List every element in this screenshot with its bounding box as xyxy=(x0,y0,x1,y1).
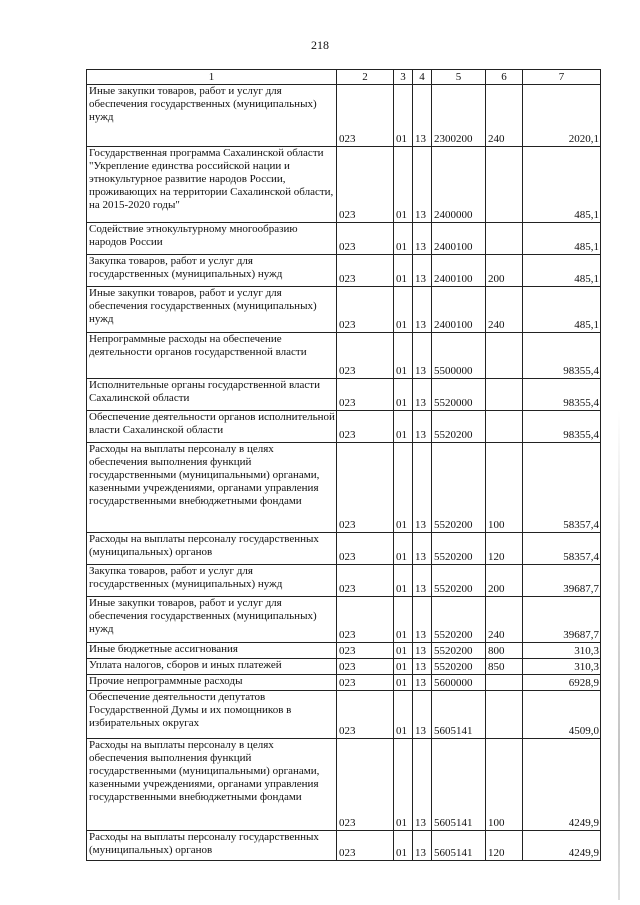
row-code-3: 01 xyxy=(394,691,413,739)
column-header: 4 xyxy=(413,70,432,85)
row-code-6 xyxy=(486,691,523,739)
row-code-3: 01 xyxy=(394,223,413,255)
row-code-2: 023 xyxy=(337,443,394,533)
column-header: 5 xyxy=(432,70,486,85)
row-name: Иные закупки товаров, работ и услуг для обеспечения государственных (муниципальных) нужд xyxy=(87,597,337,643)
row-code-2: 023 xyxy=(337,831,394,861)
row-name: Расходы на выплаты персоналу государственных (муниципальных) органов xyxy=(87,533,337,565)
row-code-3: 01 xyxy=(394,411,413,443)
row-code-2: 023 xyxy=(337,411,394,443)
row-code-3: 01 xyxy=(394,147,413,223)
row-code-6 xyxy=(486,411,523,443)
row-code-5: 5605141 xyxy=(432,831,486,861)
table-row xyxy=(87,333,601,379)
row-code-4: 13 xyxy=(413,597,432,643)
row-code-5: 5500000 xyxy=(432,333,486,379)
row-code-3: 01 xyxy=(394,443,413,533)
row-code-3: 01 xyxy=(394,565,413,597)
row-code-5: 5600000 xyxy=(432,675,486,691)
row-code-5: 5520200 xyxy=(432,443,486,533)
row-name: Расходы на выплаты персоналу в целях обеспечения выполнения функций государственными (муниципальными) органами, казенными учреждениями, органами управления государственными внебюджетными фондами xyxy=(87,443,337,533)
row-code-2: 023 xyxy=(337,533,394,565)
row-code-2: 023 xyxy=(337,565,394,597)
row-code-4: 13 xyxy=(413,831,432,861)
row-name: Иные закупки товаров, работ и услуг для обеспечения государственных (муниципальных) нужд xyxy=(87,85,337,147)
row-code-3: 01 xyxy=(394,85,413,147)
table-row xyxy=(87,831,601,861)
budget-table xyxy=(86,69,601,861)
row-code-5: 5520200 xyxy=(432,565,486,597)
row-code-6 xyxy=(486,675,523,691)
row-code-4: 13 xyxy=(413,533,432,565)
table-row xyxy=(87,147,601,223)
row-name: Закупка товаров, работ и услуг для государственных (муниципальных) нужд xyxy=(87,255,337,287)
table-row xyxy=(87,287,601,333)
row-code-2: 023 xyxy=(337,739,394,831)
row-code-3: 01 xyxy=(394,597,413,643)
table-row xyxy=(87,411,601,443)
row-amount: 4509,0 xyxy=(523,691,601,739)
row-code-3: 01 xyxy=(394,533,413,565)
row-code-2: 023 xyxy=(337,287,394,333)
row-code-3: 01 xyxy=(394,333,413,379)
row-amount: 310,3 xyxy=(523,659,601,675)
row-code-5: 2400100 xyxy=(432,287,486,333)
row-code-5: 2400100 xyxy=(432,223,486,255)
row-code-6 xyxy=(486,379,523,411)
row-code-4: 13 xyxy=(413,85,432,147)
row-amount: 485,1 xyxy=(523,287,601,333)
column-header: 2 xyxy=(337,70,394,85)
row-name: Уплата налогов, сборов и иных платежей xyxy=(87,659,337,675)
row-name: Содействие этнокультурному многообразию народов России xyxy=(87,223,337,255)
row-code-4: 13 xyxy=(413,411,432,443)
table-row xyxy=(87,565,601,597)
row-code-6: 100 xyxy=(486,443,523,533)
row-code-6: 120 xyxy=(486,533,523,565)
table-row xyxy=(87,443,601,533)
row-code-5: 2300200 xyxy=(432,85,486,147)
row-code-4: 13 xyxy=(413,443,432,533)
row-code-3: 01 xyxy=(394,287,413,333)
row-code-5: 5605141 xyxy=(432,739,486,831)
row-code-3: 01 xyxy=(394,675,413,691)
page-number: 218 xyxy=(311,38,329,52)
row-code-6 xyxy=(486,223,523,255)
row-code-4: 13 xyxy=(413,333,432,379)
row-code-2: 023 xyxy=(337,85,394,147)
row-name: Обеспечение деятельности органов исполнительной власти Сахалинской области xyxy=(87,411,337,443)
row-code-6: 240 xyxy=(486,287,523,333)
row-code-4: 13 xyxy=(413,739,432,831)
row-name: Иные закупки товаров, работ и услуг для обеспечения государственных (муниципальных) нужд xyxy=(87,287,337,333)
row-code-3: 01 xyxy=(394,831,413,861)
row-code-6: 240 xyxy=(486,85,523,147)
row-code-2: 023 xyxy=(337,379,394,411)
row-code-6: 120 xyxy=(486,831,523,861)
row-amount: 98355,4 xyxy=(523,333,601,379)
row-name: Прочие непрограммные расходы xyxy=(87,675,337,691)
row-amount: 485,1 xyxy=(523,223,601,255)
row-code-2: 023 xyxy=(337,147,394,223)
row-code-4: 13 xyxy=(413,147,432,223)
row-code-6: 240 xyxy=(486,597,523,643)
row-amount: 310,3 xyxy=(523,643,601,659)
row-code-6: 200 xyxy=(486,565,523,597)
row-code-2: 023 xyxy=(337,659,394,675)
table-row xyxy=(87,597,601,643)
row-amount: 98355,4 xyxy=(523,411,601,443)
row-code-5: 5520000 xyxy=(432,379,486,411)
row-code-5: 5520200 xyxy=(432,659,486,675)
column-header: 7 xyxy=(523,70,601,85)
table-row xyxy=(87,659,601,675)
row-code-3: 01 xyxy=(394,659,413,675)
row-name: Исполнительные органы государственной власти Сахалинской области xyxy=(87,379,337,411)
row-code-3: 01 xyxy=(394,379,413,411)
table-header-row xyxy=(87,70,601,85)
row-code-2: 023 xyxy=(337,255,394,287)
row-name: Расходы на выплаты персоналу государственных (муниципальных) органов xyxy=(87,831,337,861)
row-amount: 58357,4 xyxy=(523,533,601,565)
row-code-3: 01 xyxy=(394,643,413,659)
row-code-6: 800 xyxy=(486,643,523,659)
row-amount: 485,1 xyxy=(523,255,601,287)
row-code-5: 5520200 xyxy=(432,597,486,643)
scan-edge-shadow xyxy=(618,410,620,900)
row-code-5: 5520200 xyxy=(432,643,486,659)
row-code-2: 023 xyxy=(337,223,394,255)
table-row xyxy=(87,739,601,831)
row-amount: 2020,1 xyxy=(523,85,601,147)
row-code-4: 13 xyxy=(413,565,432,597)
row-code-6 xyxy=(486,333,523,379)
row-code-2: 023 xyxy=(337,597,394,643)
row-code-4: 13 xyxy=(413,659,432,675)
row-name: Закупка товаров, работ и услуг для государственных (муниципальных) нужд xyxy=(87,565,337,597)
row-code-5: 2400000 xyxy=(432,147,486,223)
table-row xyxy=(87,533,601,565)
row-code-4: 13 xyxy=(413,691,432,739)
row-amount: 58357,4 xyxy=(523,443,601,533)
row-name: Государственная программа Сахалинской области "Укрепление единства российской нации и этнокультурное развитие народов России, проживающих на территории Сахалинской области, на 2015-2020 годы" xyxy=(87,147,337,223)
column-header: 3 xyxy=(394,70,413,85)
row-code-5: 5605141 xyxy=(432,691,486,739)
row-code-2: 023 xyxy=(337,691,394,739)
row-code-3: 01 xyxy=(394,739,413,831)
table-row xyxy=(87,255,601,287)
row-code-4: 13 xyxy=(413,287,432,333)
row-code-5: 5520200 xyxy=(432,533,486,565)
row-amount: 98355,4 xyxy=(523,379,601,411)
row-name: Расходы на выплаты персоналу в целях обеспечения выполнения функций государственными (муниципальными) органами, казенными учреждениями, органами управления государственными внебюджетными фондами xyxy=(87,739,337,831)
row-code-3: 01 xyxy=(394,255,413,287)
row-amount: 39687,7 xyxy=(523,565,601,597)
table-row xyxy=(87,691,601,739)
row-code-4: 13 xyxy=(413,255,432,287)
row-code-5: 2400100 xyxy=(432,255,486,287)
row-code-6: 100 xyxy=(486,739,523,831)
table-row xyxy=(87,85,601,147)
table-row xyxy=(87,675,601,691)
row-code-4: 13 xyxy=(413,223,432,255)
table-row xyxy=(87,223,601,255)
row-code-2: 023 xyxy=(337,643,394,659)
table-row xyxy=(87,643,601,659)
table-row xyxy=(87,379,601,411)
row-code-6 xyxy=(486,147,523,223)
row-code-5: 5520200 xyxy=(432,411,486,443)
row-amount: 39687,7 xyxy=(523,597,601,643)
row-code-4: 13 xyxy=(413,675,432,691)
row-code-6: 850 xyxy=(486,659,523,675)
column-header: 1 xyxy=(87,70,337,85)
row-amount: 4249,9 xyxy=(523,739,601,831)
row-name: Непрограммные расходы на обеспечение деятельности органов государственной власти xyxy=(87,333,337,379)
row-code-2: 023 xyxy=(337,333,394,379)
row-code-4: 13 xyxy=(413,643,432,659)
row-amount: 6928,9 xyxy=(523,675,601,691)
column-header: 6 xyxy=(486,70,523,85)
row-code-4: 13 xyxy=(413,379,432,411)
row-name: Иные бюджетные ассигнования xyxy=(87,643,337,659)
row-amount: 485,1 xyxy=(523,147,601,223)
row-code-2: 023 xyxy=(337,675,394,691)
row-amount: 4249,9 xyxy=(523,831,601,861)
row-name: Обеспечение деятельности депутатов Государственной Думы и их помощников в избирательных округах xyxy=(87,691,337,739)
row-code-6: 200 xyxy=(486,255,523,287)
